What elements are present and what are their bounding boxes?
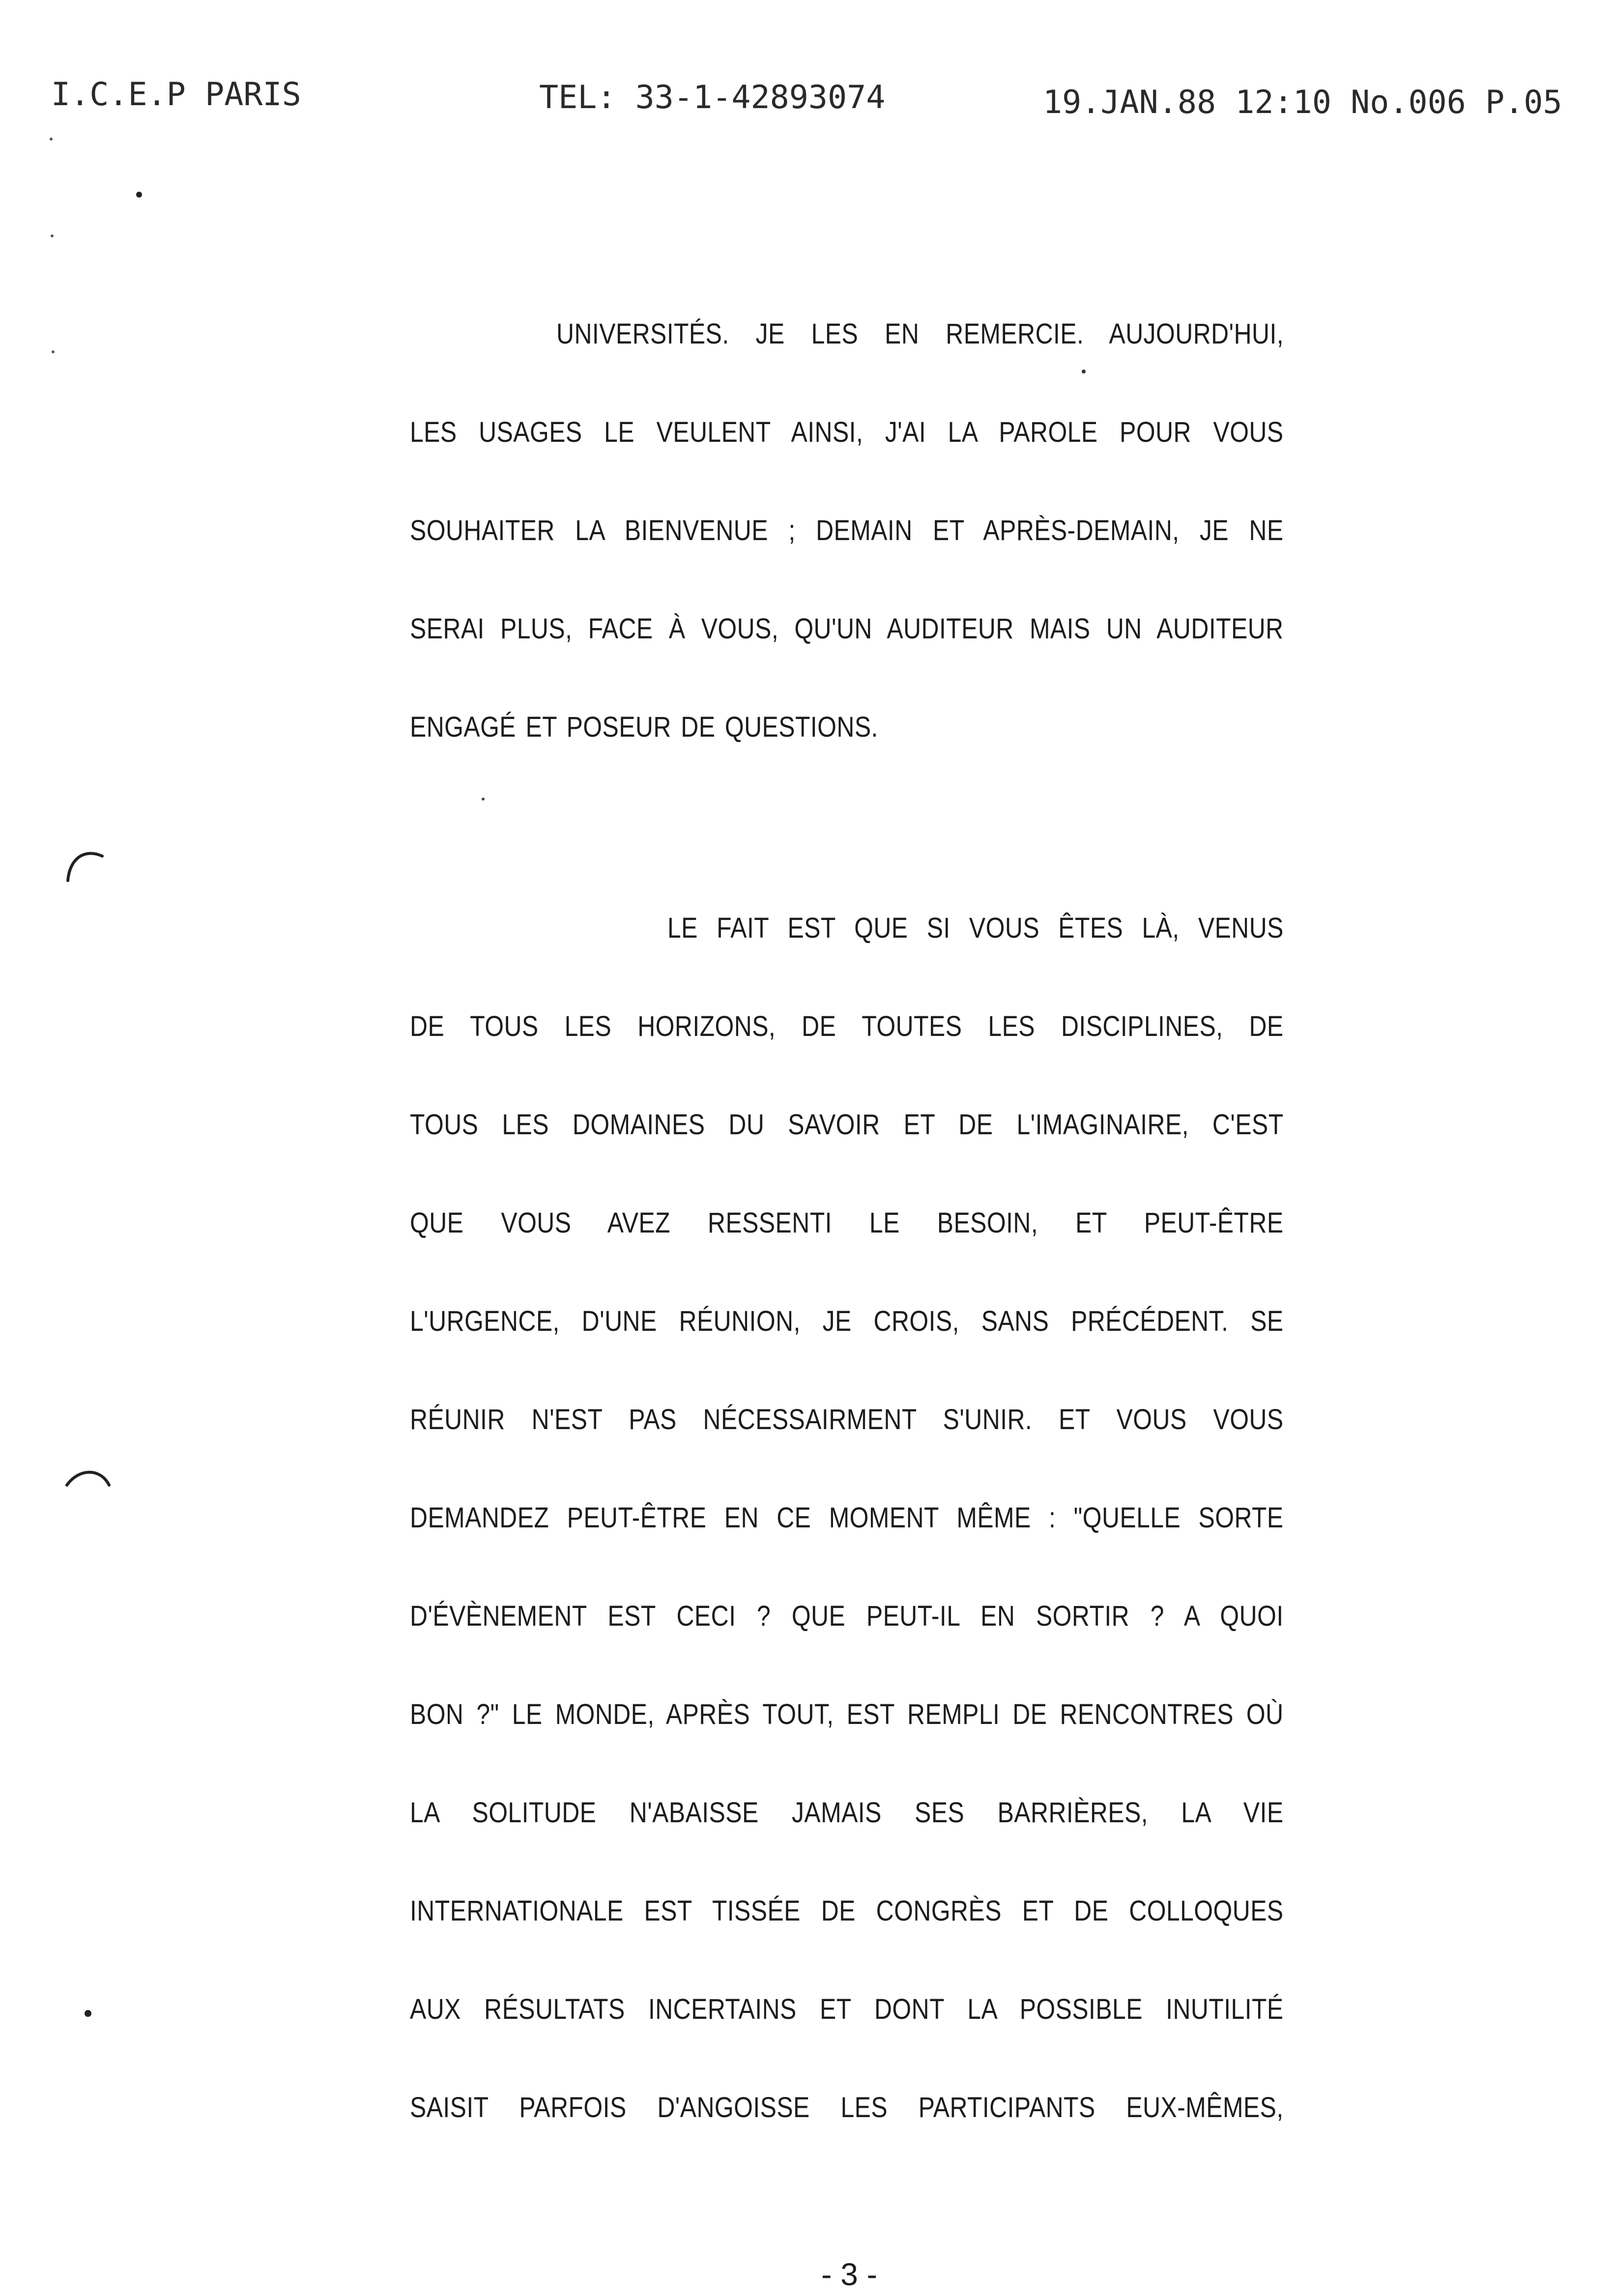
text-line: AUX RÉSULTATS INCERTAINS ET DONT LA POSSIBLE INUTILITÉ xyxy=(410,1993,1284,2025)
scan-speck xyxy=(50,138,53,141)
text-line: BON ?" LE MONDE, APRÈS TOUT, EST REMPLI DE RENCONTRES OÙ xyxy=(410,1698,1284,1730)
text-line: SOUHAITER LA BIENVENUE ; DEMAIN ET APRÈS-DEMAIN, JE NE xyxy=(410,515,1284,546)
text-line: DEMANDEZ PEUT-ÊTRE EN CE MOMENT MÊME : "QUELLE SORTE xyxy=(410,1502,1284,1534)
text-line: QUE VOUS AVEZ RESSENTI LE BESOIN, ET PEUT-ÊTRE xyxy=(410,1207,1284,1239)
scan-speck xyxy=(52,350,55,353)
fax-sender-header: I.C.E.P PARIS xyxy=(51,76,301,113)
text-line: LES USAGES LE VEULENT AINSI, J'AI LA PAROLE POUR VOUS xyxy=(410,416,1284,448)
text-line: INTERNATIONALE EST TISSÉE DE CONGRÈS ET DE COLLOQUES xyxy=(410,1895,1284,1927)
scan-speck xyxy=(85,2010,91,2017)
text-line: LE FAIT EST QUE SI VOUS ÊTES LÀ, VENUS xyxy=(667,912,1284,944)
punch-hole-mark xyxy=(67,1472,109,1485)
fax-timestamp-header: 19.JAN.88 12:10 No.006 P.05 xyxy=(1043,84,1562,121)
scan-speck xyxy=(51,234,54,237)
scan-speck xyxy=(136,192,142,198)
scan-speck xyxy=(482,798,485,801)
text-line: SERAI PLUS, FACE À VOUS, QU'UN AUDITEUR MAIS UN AUDITEUR xyxy=(410,613,1284,645)
fax-phone-header: TEL: 33-1-42893074 xyxy=(539,79,886,116)
text-line: TOUS LES DOMAINES DU SAVOIR ET DE L'IMAGINAIRE, C'EST xyxy=(410,1109,1284,1141)
paragraph xyxy=(410,879,1442,2157)
paragraph xyxy=(410,285,1442,776)
punch-hole-mark xyxy=(68,854,102,881)
text-line: ENGAGÉ ET POSEUR DE QUESTIONS. xyxy=(410,711,878,743)
text-line: DE TOUS LES HORIZONS, DE TOUTES LES DISCIPLINES, DE xyxy=(410,1010,1284,1042)
text-line: L'URGENCE, D'UNE RÉUNION, JE CROIS, SANS PRÉCÉDENT. SE xyxy=(410,1305,1284,1337)
text-line: LA SOLITUDE N'ABAISSE JAMAIS SES BARRIÈRES, LA VIE xyxy=(410,1797,1284,1829)
text-line: D'ÉVÈNEMENT EST CECI ? QUE PEUT-IL EN SORTIR ? A QUOI xyxy=(410,1600,1284,1632)
text-line: SAISIT PARFOIS D'ANGOISSE LES PARTICIPANTS EUX-MÊMES, xyxy=(410,2092,1284,2124)
text-line: RÉUNIR N'EST PAS NÉCESSAIRMENT S'UNIR. ET VOUS VOUS xyxy=(410,1404,1284,1435)
page-number: - 3 - xyxy=(821,2257,877,2292)
text-line: UNIVERSITÉS. JE LES EN REMERCIE. AUJOURD'HUI, xyxy=(556,318,1284,350)
